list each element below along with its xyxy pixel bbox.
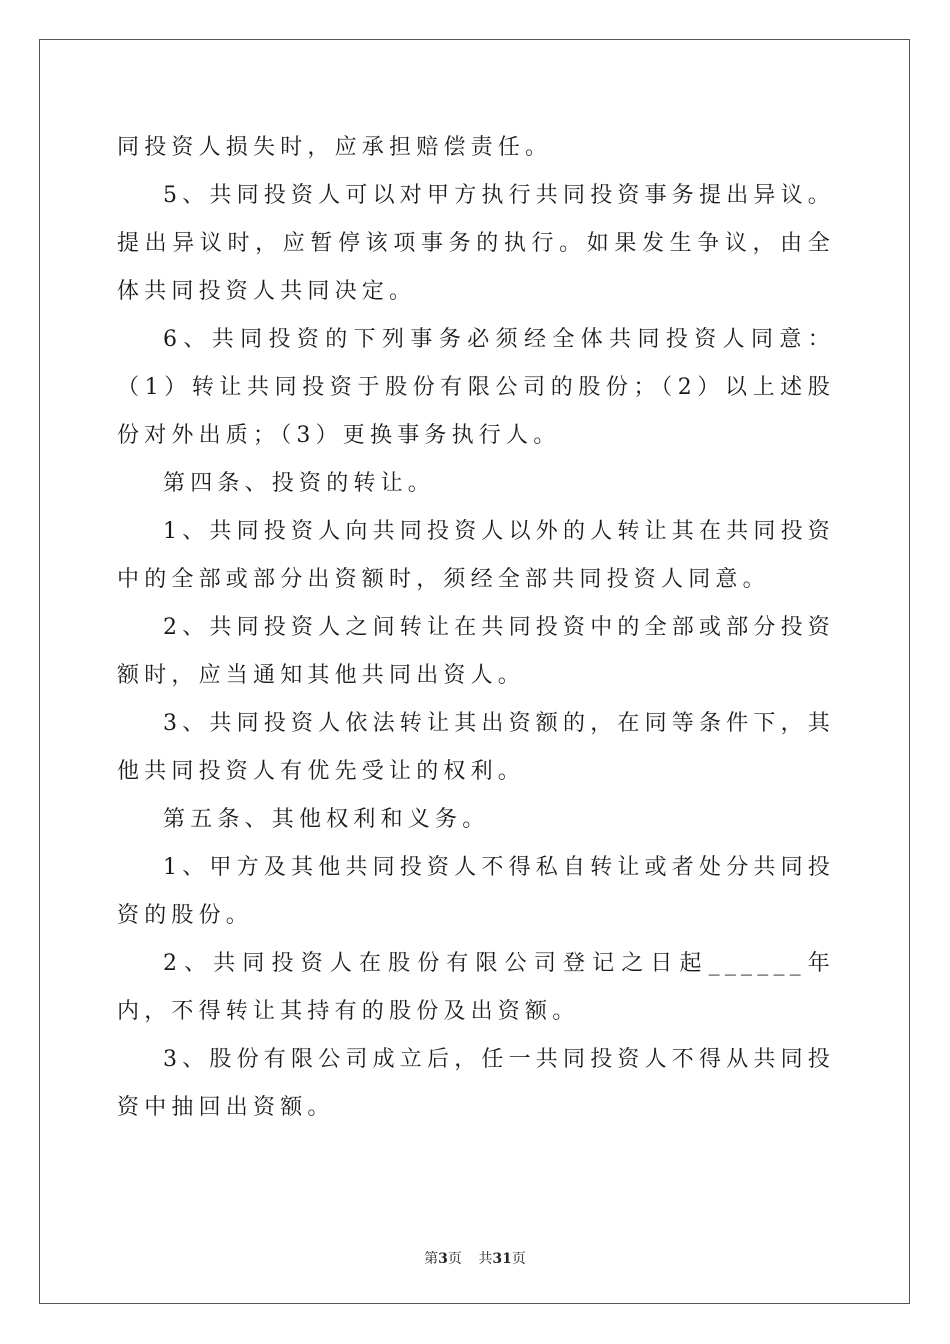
total-indicator [478,1251,525,1267]
paragraph: 2、共同投资人之间转让在共同投资中的全部或部分投资额时，应当通知其他共同出资人。 [117,615,835,688]
paragraph: 3、共同投资人依法转让其出资额的，在同等条件下，其他共同投资人有优先受让的权利。 [117,711,835,784]
paragraph: 1、甲方及其他共同投资人不得私自转让或者处分共同投资的股份。 [117,855,835,928]
paragraph: 2、共同投资人在股份有限公司登记之日起______年内，不得转让其持有的股份及出资额。 [117,951,835,1024]
page-prefix: 第 [424,1251,439,1267]
page-indicator [424,1251,462,1267]
document-body [117,124,835,1132]
section-heading: 第五条、其他权利和义务。 [163,807,490,832]
paragraph: 同投资人损失时，应承担赔偿责任。 [117,135,553,160]
total-suffix: 页 [511,1251,526,1267]
section-heading: 第四条、投资的转让。 [163,471,436,496]
paragraph: 3、股份有限公司成立后，任一共同投资人不得从共同投资中抽回出资额。 [117,1047,835,1120]
total-prefix: 共 [478,1251,493,1267]
page-footer [0,1248,950,1268]
paragraph: 1、共同投资人向共同投资人以外的人转让其在共同投资中的全部或部分出资额时，须经全部共同投资人同意。 [117,519,835,592]
total-pages: 31 [492,1251,512,1267]
paragraph: 5、共同投资人可以对甲方执行共同投资事务提出异议。提出异议时，应暂停该项事务的执行。如果发生争议，由全体共同投资人共同决定。 [117,183,835,304]
page-suffix: 页 [447,1251,462,1267]
paragraph: 6、共同投资的下列事务必须经全体共同投资人同意：（1）转让共同投资于股份有限公司的股份；（2）以上述股份对外出质；（3）更换事务执行人。 [117,327,835,448]
page-number: 3 [438,1251,448,1267]
